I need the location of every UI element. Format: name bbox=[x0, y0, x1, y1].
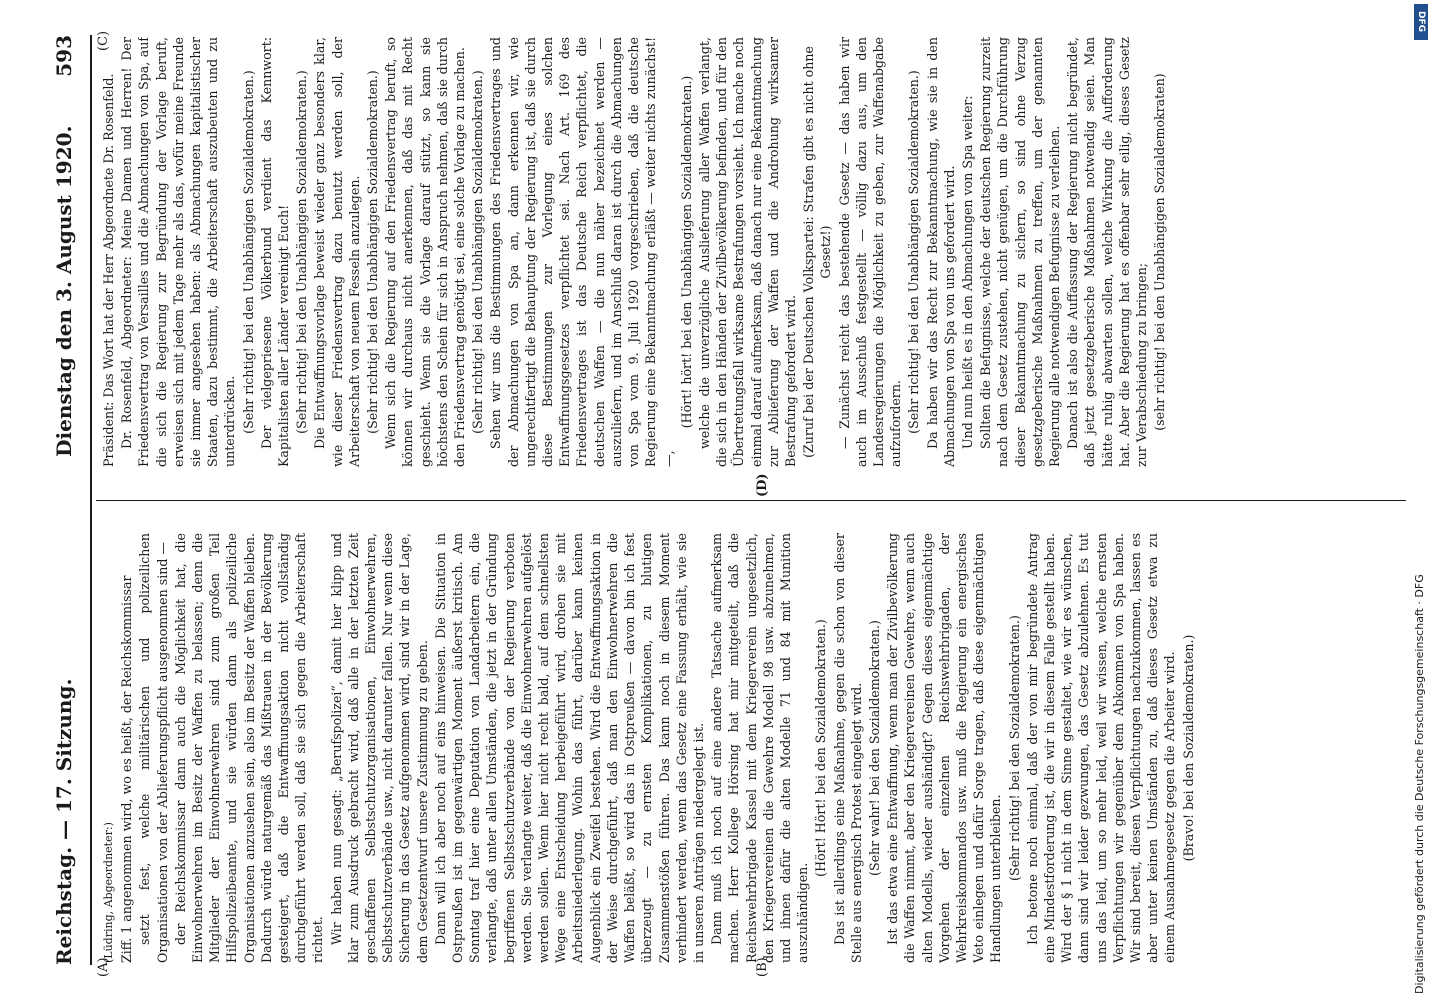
dfg-logo: DFG bbox=[1414, 4, 1428, 40]
paragraph: Präsident: Das Wort hat der Herr Abgeordnete Dr. Rosenfeld. bbox=[101, 73, 116, 467]
paragraph: (Sehr richtig! bei den Unabhängigen Sozialdemokraten.) bbox=[240, 70, 256, 434]
paragraph: (Sehr richtig! bei den Unabhängigen Sozialdemokraten.) bbox=[365, 70, 381, 434]
header-left: Reichstag. — 17. Sitzung. bbox=[52, 678, 76, 965]
paragraph: Sollten die Befugnisse, welche der deutschen Regierung zurzeit nach dem Gesetz zustehen, nicht genügen, um die Durchführung dieser Bekanntmachung zu sichern, so sind ohne Verzug gesetzgeberische Maßnahmen zu treffen, um der genannten Regierung alle notwendigen Befugnisse zu verleihen. bbox=[978, 37, 1062, 467]
header-rule bbox=[90, 35, 92, 965]
paragraph: Und nun heißt es in den Abmachungen von Spa weiter: bbox=[959, 95, 975, 449]
left-column bbox=[100, 533, 1400, 963]
paragraph: — Zunächst reicht das bestehende Gesetz — das haben wir auch im Ausschuß festgestellt — völlig dazu aus, um den Landesregierungen die Möglichkeit zu geben, zur Waffenabgabe aufzufordern. bbox=[836, 37, 904, 467]
paragraph: Ich betone noch einmal, daß der von mir begründete Antrag eine Mindestforderung ist, die wir in diesem Falle gestellt haben. Wird der § 1 nicht in dem Sinne gestaltet, wie wir es wünschen, dann sind wir leider gezwungen, das Gesetz abzulehnen. Es tut uns das leid, um so mehr leid, weil wir wissen, welche ernsten Verpflichtungen wir gegenüber dem Abkommen von Spa haben. Wir sind bereit, diesen Verpflichtungen nachzukommen, lassen es aber unter keinen Umständen zu, daß dieses Gesetz etwa zu einem Ausnahmegesetz gegen die Arbeiter wird. bbox=[1024, 533, 1178, 963]
paragraph: (Hört! hört! bei den Unabhängigen Sozialdemokraten.) bbox=[678, 75, 694, 429]
paragraph: (Sehr richtig! bei den Unabhängigen Sozialdemokraten.) bbox=[906, 70, 922, 434]
header-right bbox=[52, 35, 76, 457]
rotated-page bbox=[40, 25, 1420, 975]
paragraph: (sehr richtig! bei den Unabhängigen Sozialdemokraten) bbox=[1152, 73, 1168, 431]
paragraph: Die Entwaffnungsvorlage beweist wieder ganz besonders klar, wie dieser Friedensvertrag dazu benutzt werden soll, der Arbeiterschaft von neuem Fesseln anzulegen. bbox=[312, 37, 362, 467]
margin-marker-a: (A) bbox=[96, 957, 111, 977]
paragraph: (Lüdring, Abgeordneter:) bbox=[102, 822, 115, 963]
paragraph: (Hört! Hört! bei den Sozialdemokraten.) bbox=[813, 619, 829, 877]
side-note-text: Digitalisierung gefördert durch die Deutsche Forschungsgemeinschaft · DFG bbox=[1413, 574, 1426, 994]
header-date: Dienstag den 3. August 1920. bbox=[52, 125, 76, 457]
paragraph: Wir haben nun gesagt: „Berufspolizei“, damit hier klipp und klar zum Ausdruck gebracht wird, daß alle in der letzten Zeit geschaffenen Selbstschutzorganisationen, Einwohnerwehren, Selbstschutzverbände usw., nicht darunter fallen. Nur wenn diese Sicherung in das Gesetz aufgenommen wird, sind wir in der Lage, dem Gesetzentwurf unsere Zustimmung zu geben. bbox=[328, 533, 430, 963]
side-note bbox=[1409, 6, 1429, 996]
page-header bbox=[40, 35, 88, 965]
page-number: 593 bbox=[52, 35, 76, 77]
paragraph: (Bravo! bei den Sozialdemokraten.) bbox=[1180, 634, 1196, 862]
paragraph: Das ist allerdings eine Maßnahme, gegen die schon von dieser Stelle aus energisch Protest eingelegt wird. bbox=[831, 533, 864, 963]
paragraph: Dann muß ich noch auf eine andere Tatsache aufmerksam machen. Herr Kollege Hörsing hat mir mitgeteilt, daß die Reichswehrbrigade Kassel mit dem Kriegerverein ungesetzlich, den Kriegervereinen die Gewehre Modell 98 usw. abzunehmen, und ihnen dafür die alten Modelle 71 und 84 mit Munition auszuhändigen. bbox=[709, 533, 811, 963]
paragraph: Sehen wir uns die Bestimmungen des Friedensvertrages und der Abmachungen von Spa an, dann erkennen wir, wie ungerechtfertigt die Behauptung der Regierung ist, daß sie durch diese Bestimmungen zur Vorlegung eines solchen Entwaffnungsgesetzes verpflichtet sei. Nach Art. 169 des Friedensvertrages ist das Deutsche Reich verpflichtet, die deutschen Waffen — die nun näher bezeichnet werden — auszuliefern, und im Anschluß daran ist durch die Abmachungen von Spa vom 9. Juli 1920 vorgeschrieben, daß die deutsche Regierung eine Bekanntmachung erläßt — weiter nichts zunächst! —, bbox=[488, 37, 676, 467]
right-column bbox=[100, 37, 1400, 467]
paragraph: (Sehr richtig! bei den Sozialdemokraten.) bbox=[1006, 615, 1022, 881]
paragraph: setzt fest, welche militärischen und polizeilichen Organisationen von der Ablieferungspflicht ausgenommen sind — bbox=[137, 533, 170, 963]
paragraph: der Reichskommissar dann auch die Möglichkeit hat, die Einwohnerwehren im Besitz der Waffen zu belassen; denn die Mitglieder der Einwohnerwehren sind zum großen Teil Hilfspolizeibeamte, und sie würden dann als polizeiliche Organisationen anzusehen sein, also im Besitz der Waffen bleiben. Dadurch würde naturgemäß das Mißtrauen in der Bevölkerung gesteigert, daß die Entwaffnungsaktion nicht vollständig durchgeführt werden soll, daß sie sich gegen die Arbeiterschaft richtet. bbox=[172, 533, 326, 963]
paragraph: welche die unverzügliche Auslieferung aller Waffen verlangt, die sich in den Händen der Zivilbevölkerung befinden, und für den Übertretungsfall wirksame Bestrafungen vorsieht. Ich mache noch einmal darauf aufmerksam, daß danach nur eine Bekanntmachung zur Ablieferung der Waffen und die Androhung wirksamer Bestrafung gefordert wird. bbox=[696, 37, 798, 467]
paragraph: Ist das etwa eine Entwaffnung, wenn man der Zivilbevölkerung die Waffen nimmt, aber den Kriegervereinen Gewehre, wenn auch alten Modells, wieder aushändigt? Gegen dieses eigenmächtige Vorgehen der einzelnen Reichswehrbrigaden, der Wehrkreiskommandos usw. muß die Regierung ein energisches Veto einlegen und dafür Sorge tragen, daß diese eigenmächtigen Handlungen unterbleiben. bbox=[885, 533, 1004, 963]
paragraph: (Sehr richtig! bei den Unabhängigen Sozialdemokraten.) bbox=[470, 70, 486, 434]
paragraph: Dr. Rosenfeld, Abgeordneter: Meine Damen und Herren! Der Friedensvertrag von Versailles und die Abmachungen von Spa, auf die sich die Regierung zur Begründung der Vorlage beruft, erweisen sich mit jedem Tage mehr als das, wofür meine Freunde sie immer angesehen haben: als Abmachungen kapitalistischer Staaten, dazu bestimmt, die Arbeiterschaft auszubeuten und zu unterdrücken. bbox=[119, 37, 238, 467]
paragraph: Danach ist also die Auffassung der Regierung nicht begründet, daß jetzt gesetzgeberische Maßnahmen notwendig seien. Man hätte ruhig abwarten sollen, welche Wirkung die Aufforderung hat. Aber die Regierung hat es offenbar sehr eilig, dieses Gesetz zur Verabschiedung zu bringen; bbox=[1065, 37, 1149, 467]
paragraph: (Sehr richtig! bei den Unabhängigen Sozialdemokraten.) bbox=[294, 70, 310, 434]
column-divider bbox=[96, 500, 1406, 501]
paragraph: Da haben wir das Recht zur Bekanntmachung, wie sie in den Abmachungen von Spa von uns gefordert wird. bbox=[924, 37, 957, 467]
margin-marker-b: (B) bbox=[755, 957, 770, 977]
paragraph: Ziff. 1 angenommen wird, wo es heißt, der Reichskommissar bbox=[119, 575, 135, 963]
margin-marker-c: (C) bbox=[96, 30, 111, 51]
paragraph: Der vielgepriesene Völkerbund verdient das Kennwort: Kapitalisten aller Länder vereinigt Euch! bbox=[258, 37, 292, 467]
paragraph: (Zuruf bei der Deutschen Volkspartei: Strafen gibt es nicht ohne Gesetz!) bbox=[801, 46, 834, 458]
margin-marker-d: (D) bbox=[755, 473, 770, 497]
paragraph: Wenn sich die Regierung auf den Friedensvertrag beruft, so können wir durchaus nicht anerkennen, daß das mit Recht geschieht. Wenn sie die Vorlage darauf stützt, so kann sie höchstens den Schein für sich in Anspruch nehmen, daß sie durch den Friedensvertrag genötigt sei, eine solche Vorlage zu machen. bbox=[383, 37, 468, 467]
paragraph: (Sehr wahr! bei den Sozialdemokraten.) bbox=[866, 620, 882, 876]
paragraph: Dann will ich aber noch auf eins hinweisen. Die Situation in Ostpreußen ist im gegenwärtigen Moment äußerst kritisch. Am Sonntag traf hier eine Deputation von Landarbeitern ein, die verlangte, daß unter allen Umständen, die jetzt in der Gründung begriffenen Selbstschutzverbände von der Regierung verboten werden. Sie verlangte weiter, daß die Einwohnerwehren aufgelöst werden sollen. Wenn hier nicht recht bald, auf dem schnellsten Wege eine Entscheidung herbeigeführt wird, drohen sie mit Arbeitsniederlegung. Wohin das führt, darüber kann keinen Augenblick ein Zweifel bestehen. Wird die Entwaffnungsaktion in der Weise durchgeführt, daß man den Einwohnerwehren die Waffen beläßt, so wird das in Ostpreußen — davon bin ich fest überzeugt — zu ernsten Komplikationen, zu blutigen Zusammenstößen führen. Das kann noch in diesem Moment verhindert werden, wenn das Gesetz eine Fassung erhält, wie sie in unseren Anträgen niedergelegt ist. bbox=[432, 533, 706, 963]
